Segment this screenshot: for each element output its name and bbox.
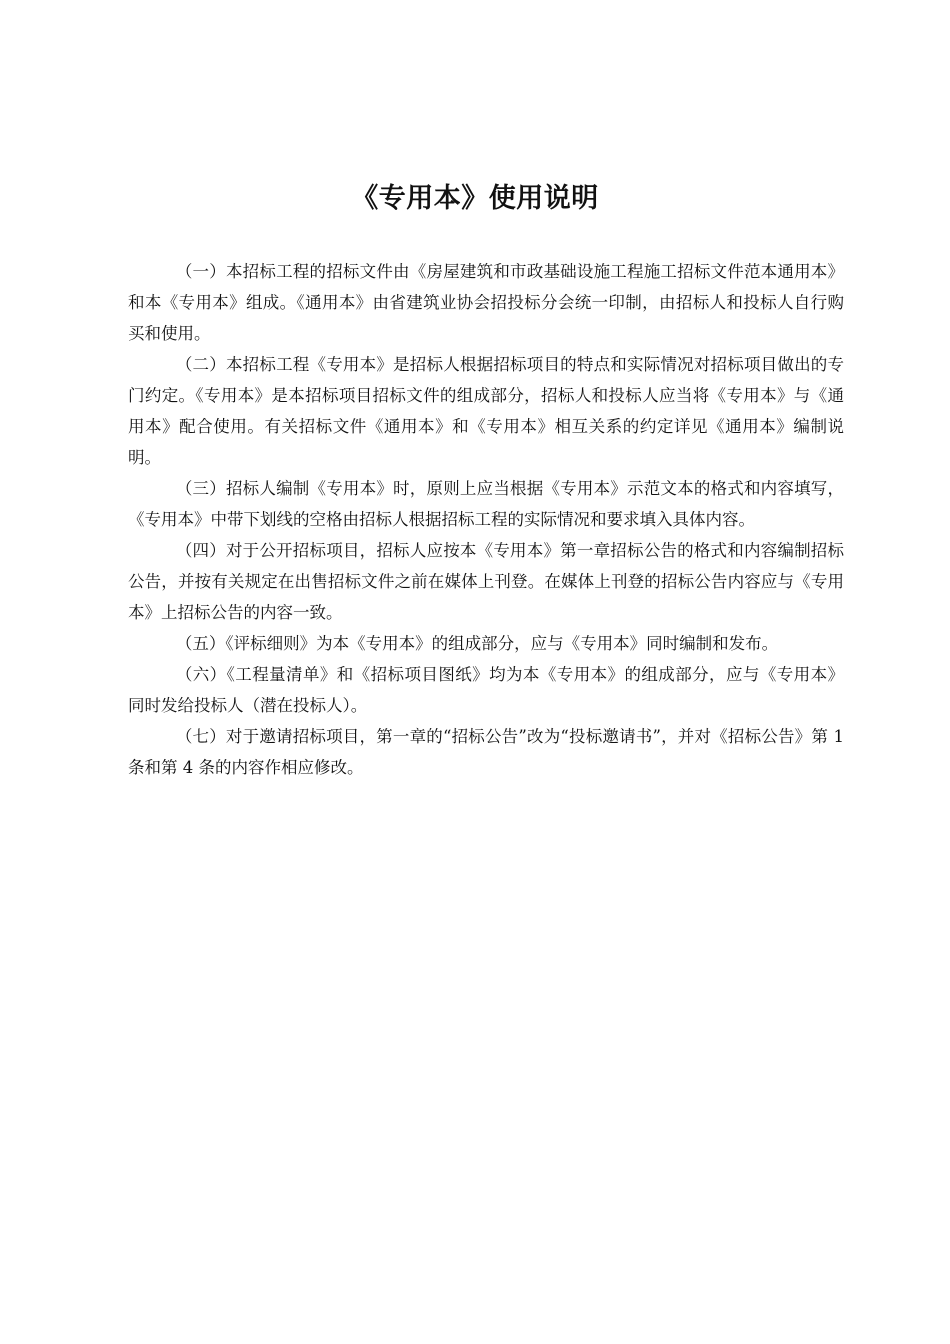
paragraph-2: （二）本招标工程《专用本》是招标人根据招标项目的特点和实际情况对招标项目做出的专门约定。《专用本》是本招标项目招标文件的组成部分，招标人和投标人应当将《专用本》与《通用本》配合使用。有关招标文件《通用本》和《专用本》相互关系的约定详见《通用本》编制说明。 [128,355,844,467]
paragraph-7: （七）对于邀请招标项目，第一章的“招标公告”改为“投标邀请书”，并对《招标公告》第 1 条和第 4 条的内容作相应修改。 [128,727,844,777]
paragraph-1: （一）本招标工程的招标文件由《房屋建筑和市政基础设施工程施工招标文件范本通用本》和本《专用本》组成。《通用本》由省建筑业协会招投标分会统一印制，由招标人和投标人自行购买和使用。 [128,262,844,343]
paragraph-6: （六）《工程量清单》和《招标项目图纸》均为本《专用本》的组成部分，应与《专用本》同时发给投标人（潜在投标人）。 [128,665,844,715]
paragraph-5: （五）《评标细则》为本《专用本》的组成部分，应与《专用本》同时编制和发布。 [175,634,779,653]
paragraph-4: （四）对于公开招标项目，招标人应按本《专用本》第一章招标公告的格式和内容编制招标公告，并按有关规定在出售招标文件之前在媒体上刊登。在媒体上刊登的招标公告内容应与《专用本》上招标公告的内容一致。 [128,541,844,622]
paragraph-3: （三）招标人编制《专用本》时，原则上应当根据《专用本》示范文本的格式和内容填写，《专用本》中带下划线的空格由招标人根据招标工程的实际情况和要求填入具体内容。 [128,479,844,529]
page-title: 《专用本》使用说明 [351,183,599,214]
document-body [128,256,844,783]
